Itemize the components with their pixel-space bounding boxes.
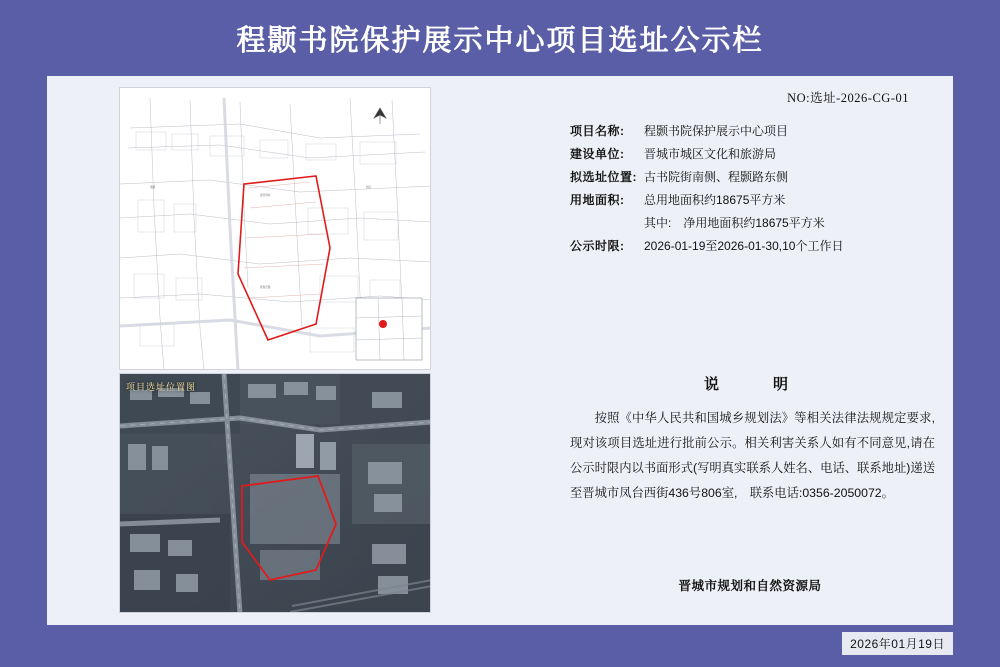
- info-label: 用地面积:: [570, 193, 625, 207]
- svg-text:街区: 街区: [366, 186, 372, 189]
- info-row-project-name: [570, 121, 930, 142]
- satellite-map-label: 项目选址位置图: [126, 382, 197, 392]
- info-value: 古书院街南侧、程颢路东侧: [644, 170, 789, 184]
- project-info-block: [570, 121, 930, 259]
- info-label: 拟选址位置:: [570, 170, 637, 184]
- site-plan-map[interactable]: [119, 87, 431, 370]
- info-value: 2026-01-19至2026-01-30,10个工作日: [644, 239, 844, 253]
- statement-paragraph: 按照《中华人民共和国城乡规划法》等相关法律法规规定要求,现对该项目选址进行批前公示。相关利害关系人如有不同意见,请在公示时限内以书面形式(写明真实联系人姓名、电话、联系地址)递送至晋城市凤台西街436号806室, 联系电话:0356-2050072。: [570, 411, 935, 500]
- info-row-construction-unit: [570, 144, 930, 165]
- site-satellite-map[interactable]: [119, 373, 431, 613]
- site-plan-drawing: [120, 88, 431, 370]
- info-row-site-location: [570, 167, 930, 188]
- svg-text:规划范围: 规划范围: [260, 286, 271, 289]
- svg-text:建设用地: 建设用地: [260, 194, 271, 197]
- page-title: 程颢书院保护展示中心项目选址公示栏: [236, 22, 764, 57]
- info-value: 程颢书院保护展示中心项目: [644, 124, 789, 138]
- issuing-authority: 晋城市规划和自然资源局: [678, 579, 822, 593]
- poster-title-bar: [0, 0, 1000, 76]
- content-panel: [47, 76, 953, 625]
- statement-title: 说 明: [703, 376, 796, 393]
- satellite-imagery: [120, 374, 431, 613]
- info-value: 总用地面积约18675平方米: [644, 193, 786, 207]
- statement-body: [570, 406, 935, 506]
- info-label: 项目名称:: [570, 124, 625, 138]
- svg-text:道路: 道路: [150, 186, 156, 189]
- info-sub-prefix: 其中:: [644, 216, 672, 230]
- info-label: 建设单位:: [570, 147, 625, 161]
- document-number: NO:选址-2026-CG-01: [787, 91, 909, 105]
- info-row-publicity-period: [570, 236, 930, 257]
- info-row-net-area: [644, 213, 930, 234]
- info-row-land-area: [570, 190, 930, 211]
- date-stamp: 2026年01月19日: [842, 632, 953, 655]
- info-label: 公示时限:: [570, 239, 625, 253]
- info-value: 晋城市城区文化和旅游局: [644, 147, 777, 161]
- info-sub-value: 净用地面积约18675平方米: [683, 216, 825, 230]
